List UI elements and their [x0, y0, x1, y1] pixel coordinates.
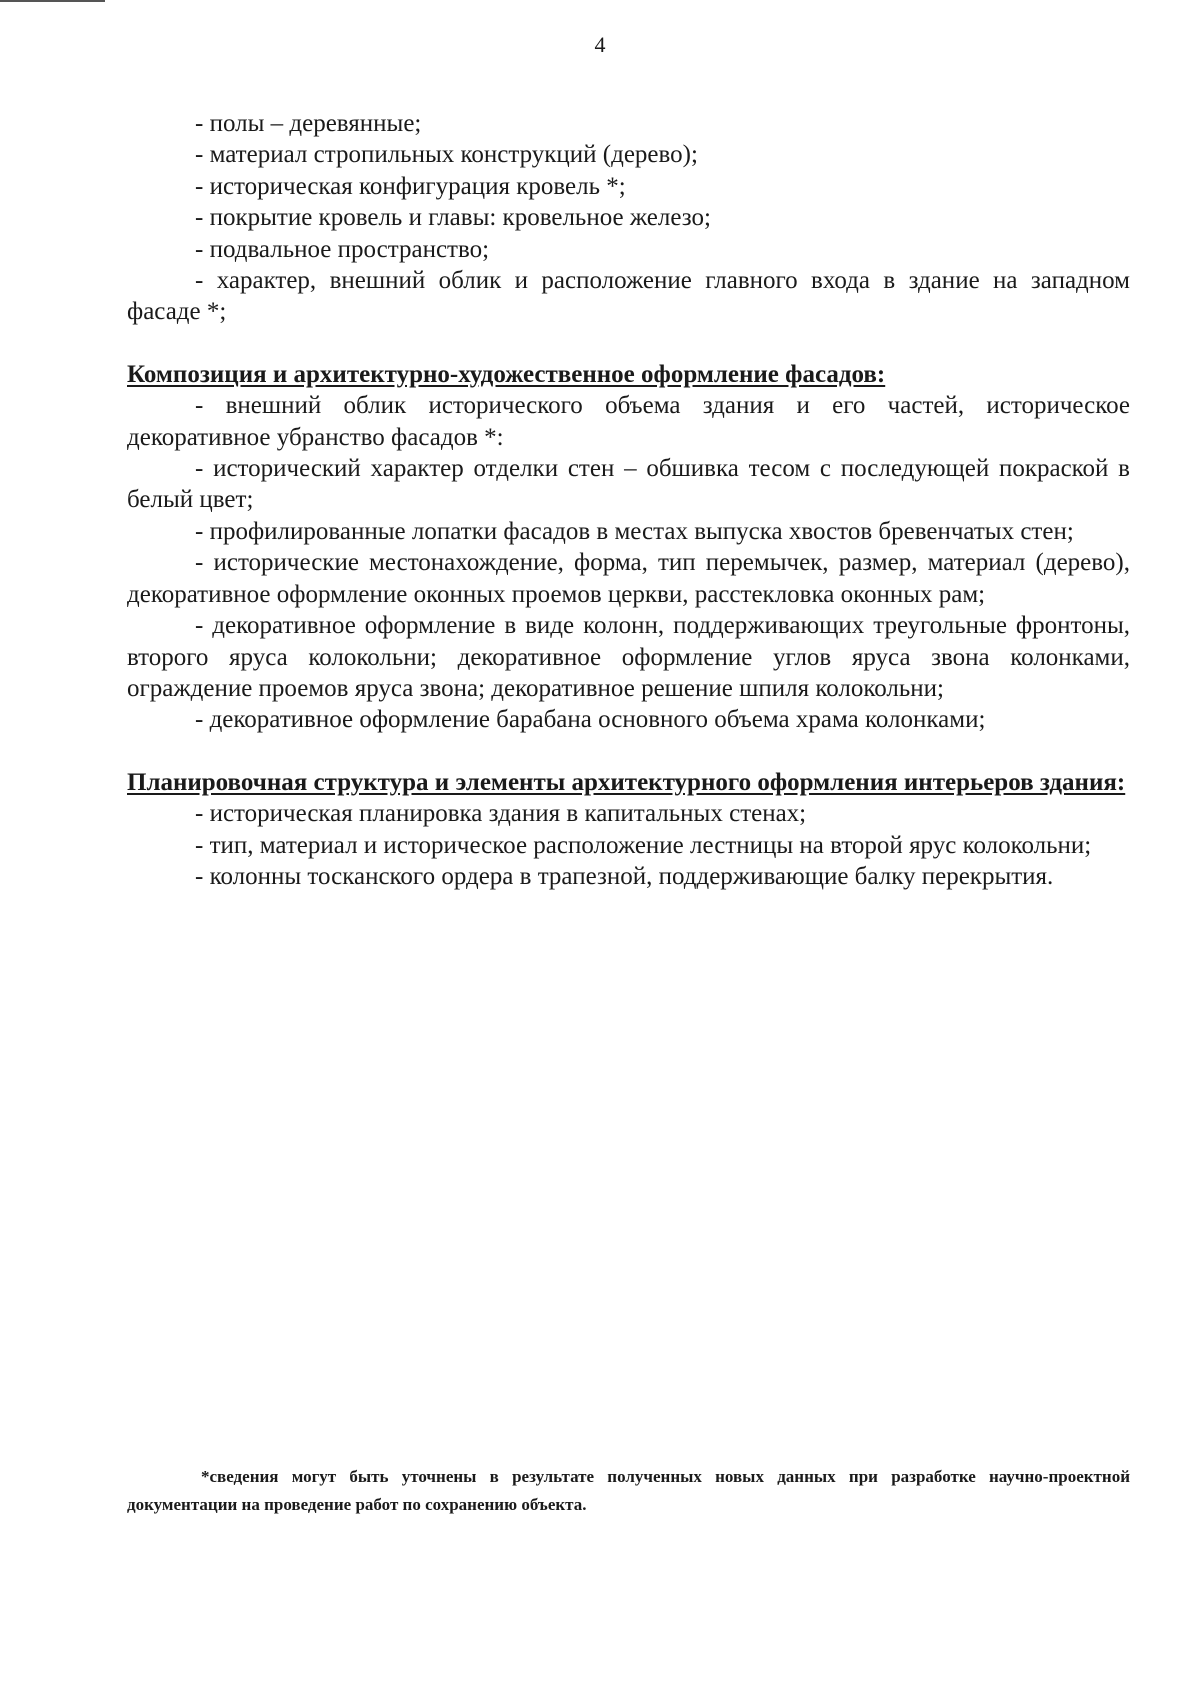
- list-item: - исторический характер отделки стен – обшивка тесом с последующей покраской в белый цвет;: [127, 455, 1130, 514]
- section-title-facades: Композиция и архитектурно-художественное оформление фасадов:: [127, 360, 886, 388]
- list-item: - тип, материал и историческое расположение лестницы на второй ярус колокольни;: [195, 831, 1092, 859]
- list-item: - декоративное оформление барабана основного объема храма колонками;: [195, 706, 986, 734]
- list-item: - историческая планировка здания в капитальных стенах;: [195, 800, 807, 828]
- list-item: - внешний облик исторического объема здания и его частей, историческое декоративное убранство фасадов *:: [127, 392, 1130, 451]
- list-item: - декоративное оформление в виде колонн, поддерживающих треугольные фронтоны, второго яруса колокольни; декоративное оформление углов яруса звона колонками, ограждение проемов яруса звона; декоративное решение шпиля колокольни;: [127, 612, 1130, 702]
- list-item: - историческая конфигурация кровель *;: [195, 172, 626, 200]
- list-item: - исторические местонахождение, форма, тип перемычек, размер, материал (дерево), декоративное оформление оконных проемов церкви, расстекловка оконных рам;: [127, 549, 1130, 608]
- footnote: *сведения могут быть уточнены в результате полученных новых данных при разработке научно-проектной документации на проведение работ по сохранению объекта.: [127, 1467, 1130, 1514]
- list-item: - профилированные лопатки фасадов в местах выпуска хвостов бревенчатых стен;: [195, 517, 1074, 545]
- scan-corner-mark: [0, 0, 105, 2]
- list-item: - материал стропильных конструкций (дерево);: [195, 141, 698, 169]
- list-item: - полы – деревянные;: [195, 110, 422, 137]
- page-number: 4: [594, 32, 606, 57]
- list-item: - подвальное пространство;: [195, 235, 490, 263]
- document-body: [127, 108, 1130, 892]
- list-item: - характер, внешний облик и расположение главного входа в здание на западном фасаде *;: [127, 267, 1130, 326]
- list-item: - колонны тосканского ордера в трапезной, поддерживающие балку перекрытия.: [195, 862, 1054, 890]
- list-item: - покрытие кровель и главы: кровельное железо;: [195, 204, 711, 232]
- section-title-interiors: Планировочная структура и элементы архитектурного оформления интерьеров здания:: [127, 768, 1126, 796]
